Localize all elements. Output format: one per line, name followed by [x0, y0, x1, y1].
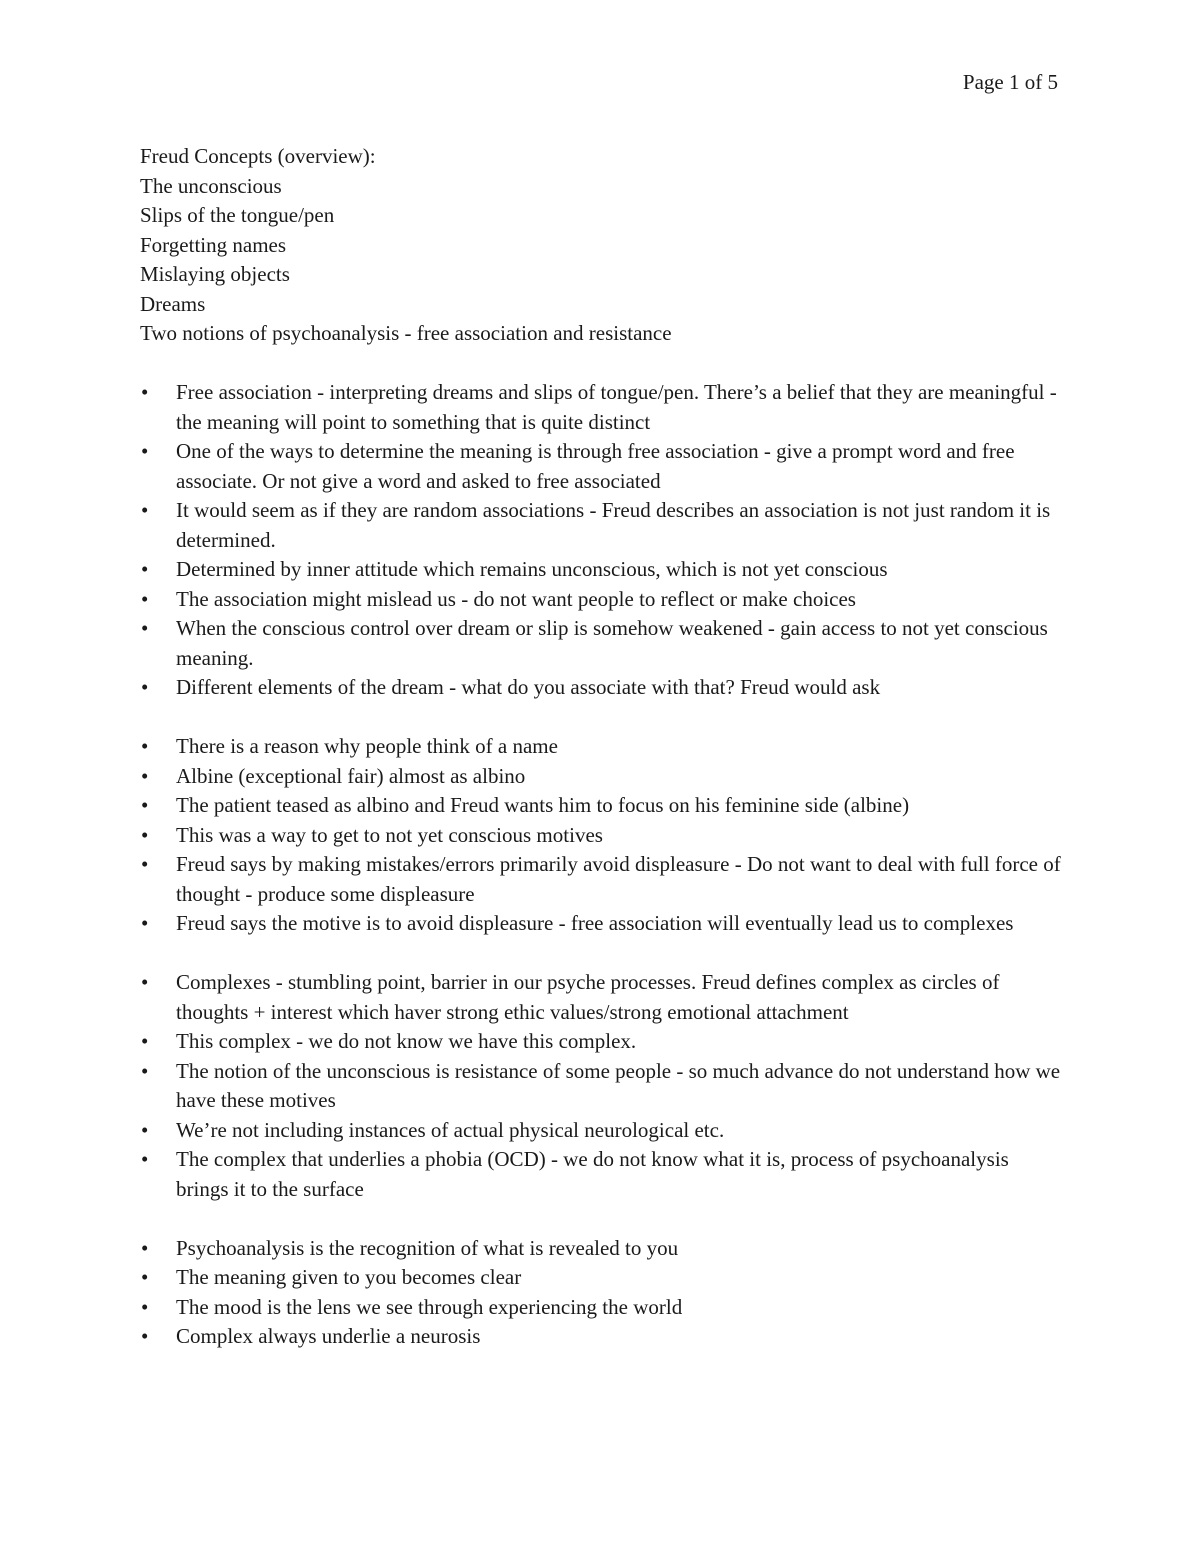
bullet-icon: • [141, 557, 149, 581]
bullet-list-free-association [140, 378, 1065, 703]
document-body [140, 142, 1065, 1352]
bullet-list-psychoanalysis [140, 1234, 1065, 1352]
list-item-text: This complex - we do not know we have this complex. [176, 1029, 637, 1053]
list-item [140, 968, 1065, 1027]
list-item-text: Determined by inner attitude which remains unconscious, which is not yet conscious [176, 557, 888, 581]
overview-line: Two notions of psychoanalysis - free association and resistance [140, 321, 672, 345]
list-item [140, 1322, 1065, 1352]
bullet-icon: • [141, 1147, 149, 1171]
list-item [140, 732, 1065, 762]
bullet-list-forgetting-names [140, 732, 1065, 939]
list-item-text: Freud says the motive is to avoid displeasure - free association will eventually lead us to complexes [176, 911, 1014, 935]
list-item-text: We’re not including instances of actual physical neurological etc. [176, 1117, 725, 1142]
bullet-icon: • [141, 1058, 149, 1083]
overview-line: Forgetting names [140, 232, 287, 257]
list-item [140, 585, 1065, 615]
list-item-text: The notion of the unconscious is resistance of some people - so much advance do not understand how we have these motives [176, 1058, 1061, 1112]
list-item [140, 614, 1065, 673]
bullet-icon: • [141, 1294, 149, 1319]
bullet-list-complexes [140, 968, 1065, 1204]
list-item [140, 1145, 1065, 1204]
list-item [140, 1234, 1065, 1264]
overview-line: Slips of the tongue/pen [140, 203, 335, 227]
bullet-icon: • [141, 763, 149, 788]
list-item-text: When the conscious control over dream or slip is somehow weakened - gain access to not yet conscious meaning. [176, 616, 1048, 670]
list-item [140, 496, 1065, 555]
bullet-icon: • [141, 380, 149, 404]
list-item [140, 762, 1065, 792]
bullet-icon: • [141, 911, 149, 935]
list-item-text: Different elements of the dream - what do you associate with that? Freud would ask [176, 675, 881, 699]
list-item [140, 821, 1065, 851]
page-number: Page 1 of 5 [962, 70, 1058, 94]
list-item-text: Psychoanalysis is the recognition of what is revealed to you [176, 1235, 679, 1260]
bullet-icon: • [141, 1029, 149, 1053]
bullet-icon: • [141, 852, 149, 876]
list-item [140, 1057, 1065, 1116]
list-item-text: The patient teased as albino and Freud wants him to focus on his feminine side (albine) [176, 793, 910, 817]
list-item [140, 437, 1065, 496]
bullet-icon: • [141, 822, 149, 847]
list-item [140, 378, 1065, 437]
bullet-icon: • [141, 793, 149, 817]
list-item [140, 791, 1065, 821]
list-item [140, 1116, 1065, 1146]
overview-section [140, 142, 1065, 349]
list-item-text: Albine (exceptional fair) almost as albino [176, 763, 526, 788]
bullet-icon: • [141, 498, 149, 522]
list-item [140, 1263, 1065, 1293]
overview-title: Freud Concepts (overview): [140, 144, 376, 168]
list-item-text: Freud says by making mistakes/errors primarily avoid displeasure - Do not want to deal with full force of thought - produce some displeasure [176, 852, 1061, 906]
list-item [140, 673, 1065, 703]
bullet-icon: • [141, 616, 149, 640]
overview-line: The unconscious [140, 173, 282, 198]
bullet-icon: • [141, 1117, 149, 1142]
overview-line: Mislaying objects [140, 262, 290, 286]
list-item-text: There is a reason why people think of a name [176, 734, 558, 758]
list-item-text: It would seem as if they are random associations - Freud describes an association is not just random it is determined. [176, 498, 1051, 552]
list-item [140, 1293, 1065, 1323]
bullet-icon: • [141, 1324, 149, 1348]
list-item-text: One of the ways to determine the meaning is through free association - give a prompt word and free associate. Or not give a word and asked to free associated [176, 439, 1015, 493]
list-item-text: The meaning given to you becomes clear [176, 1265, 522, 1289]
bullet-icon: • [141, 439, 149, 463]
list-item [140, 555, 1065, 585]
list-item-text: The complex that underlies a phobia (OCD) - we do not know what it is, process of psychoanalysis brings it to the surface [176, 1147, 1009, 1201]
bullet-icon: • [141, 970, 149, 994]
bullet-icon: • [141, 1235, 149, 1260]
bullet-icon: • [141, 675, 149, 699]
list-item-text: Complexes - stumbling point, barrier in our psyche processes. Freud defines complex as circles of thoughts + interest which haver strong ethic values/strong emotional attachment [176, 970, 1000, 1024]
bullet-icon: • [141, 586, 149, 611]
list-item-text: The association might mislead us - do not want people to reflect or make choices [176, 586, 856, 611]
list-item-text: Free association - interpreting dreams and slips of tongue/pen. There’s a belief that they are meaningful - the meaning will point to something that is quite distinct [176, 380, 1057, 434]
list-item-text: The mood is the lens we see through experiencing the world [176, 1294, 683, 1319]
bullet-icon: • [141, 734, 149, 758]
bullet-icon: • [141, 1265, 149, 1289]
list-item [140, 850, 1065, 909]
list-item [140, 909, 1065, 939]
list-item-text: Complex always underlie a neurosis [176, 1324, 481, 1348]
list-item [140, 1027, 1065, 1057]
overview-line: Dreams [140, 291, 206, 316]
list-item-text: This was a way to get to not yet conscious motives [176, 822, 603, 847]
